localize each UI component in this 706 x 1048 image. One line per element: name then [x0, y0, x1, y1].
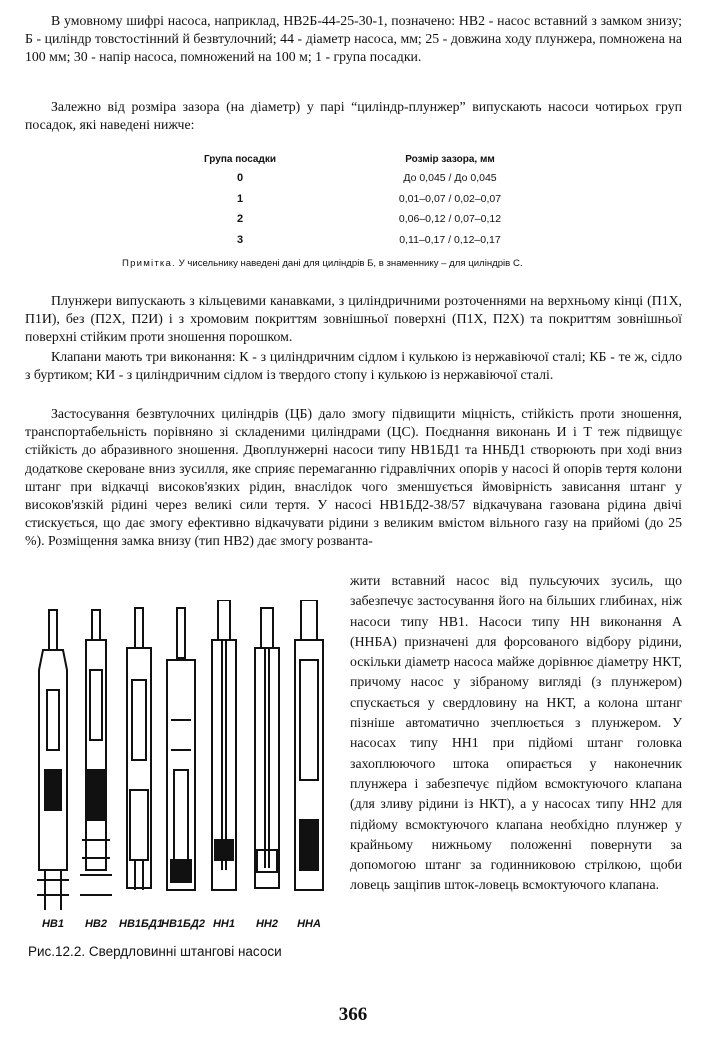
cell-gap: 0,11–0,17 / 0,12–0,17 — [399, 233, 501, 246]
figure-sucker-rod-pumps — [25, 600, 345, 940]
cell-gap: 0,06–0,12 / 0,07–0,12 — [398, 213, 502, 226]
page-number: 366 — [338, 1004, 368, 1025]
note-text: У чисельнику наведені дані для циліндрів Б, в знаменнику – для циліндрів С. — [175, 258, 523, 269]
cell-group: 2 — [236, 213, 244, 226]
label-nn1: НН1 — [212, 918, 235, 930]
label-nv1: НВ1 — [41, 918, 64, 930]
table-row — [160, 209, 580, 230]
table-row — [160, 189, 580, 210]
cell-gap: 0,01–0,07 / 0,02–0,07 — [398, 192, 502, 205]
pump-drawing-nna — [295, 600, 323, 890]
table-note — [122, 258, 622, 269]
cell-gap: До 0,045 / До 0,045 — [403, 172, 497, 185]
paragraph-cylinders: Застосування безвтулочних циліндрів (ЦБ) дало змогу підвищити міцність, стійкість проти зношення, транспортабельність порівняно зі складеними циліндрами (ЦС). Поєднання виконань И і Т теж підвищує стійкість до абразивного зношення. Двоплунжерні насоси типу НВ1БД1 та ННБД1 створюють при ході вниз додаткове скероване вниз зусилля, яке сприяє перемаганню гідравлічних опорів у насосі й опорів тертя колони штанг при відкачці високов'язких рідин, внаслідок чого зменшується ймовірність зависання штанг у високов'язкій рідині через великі сили тертя. У насосі НВ1БД2-38/57 відкачувана газована рідина двічі стискується, що дає змогу ефективно відкачувати рідини з великим вмістом вільного газу на прийомі (до 25 %). Розміщення замка внизу (тип НВ2) дає змогу розванта- — [25, 406, 682, 549]
label-nv2: НВ2 — [84, 918, 107, 930]
label-nna: ННА — [297, 918, 321, 930]
pump-drawings — [25, 600, 345, 920]
table-header — [160, 150, 580, 168]
table-row — [160, 230, 580, 251]
paragraph-valves: Клапани мають три виконання: К - з циліндричним сідлом і кулькою із нержавіючої сталі; КБ - те ж, сідло з буртиком; КИ - з циліндричним сідлом із твердого стопу і кулькою із нержавіючої сталі. — [25, 349, 682, 383]
pump-drawing-nv1bd1 — [127, 608, 151, 890]
cell-group: 0 — [236, 172, 244, 185]
header-gap-size: Розмір зазора, мм — [405, 153, 495, 165]
label-nv1bd2: НВ1БД2 — [161, 918, 205, 930]
header-fit-group: Група посадки — [204, 153, 276, 165]
pump-drawing-nv2 — [80, 610, 112, 895]
label-nv1bd1: НВ1БД1 — [119, 918, 163, 930]
label-nn2: НН2 — [255, 918, 278, 930]
note-label: Примітка. — [122, 258, 176, 269]
figure-caption: Рис.12.2. Свердловинні штангові насоси — [28, 944, 282, 959]
pump-drawing-nn2 — [255, 608, 279, 888]
cell-group: 1 — [236, 192, 244, 205]
pump-drawing-nv1 — [37, 610, 69, 910]
pump-drawing-nv1bd2 — [167, 608, 195, 890]
paragraph-pump-code: В умовному шифрі насоса, наприклад, НВ2Б-44-25-30-1, позначено: НВ2 - насос вставний з замком знизу; Б - циліндр товстостінний й безвтулочний; 44 - діаметр насоса, мм; 25 - довжина ходу плунжера, помножена на 100 мм; 30 - напір насоса, помножений на 100 м; 1 - група посадки. — [25, 13, 682, 65]
fit-group-table — [160, 150, 580, 250]
table-row — [160, 168, 580, 189]
pump-drawing-nn1 — [212, 600, 236, 890]
paragraph-plungers: Плунжери випускають з кільцевими канавками, з циліндричними розточеннями на верхньому кінці (П1Х, П1И), без (П2Х, П2И) і з хромовим покриттям зовнішньої поверхні (П1Х, П2Х) та покриттям зовнішньої поверхні стійким проти зношення порошком. — [25, 293, 682, 345]
paragraph-fit-groups: Залежно від розміра зазора (на діаметр) у парі “циліндр-плунжер” випускають насоси чотирьох груп посадок, які наведені нижче: — [25, 99, 682, 133]
paragraph-wrap-continued: жити вставний насос від пульсуючих зусиль, що забезпечує застосування його на більших глибинах, ніж насоси типу НВ1. Насоси типу НН виконання А (ННБА) призначені для форсованого відбору рідини, оскільки діаметр насоса майже дорівнює діаметру НКТ, причому насос у зібраному вигляді (з плунжером) спускається у свердловину на НКТ, а колона штанг пізніше автоматично зчеплюється з плунжером. У насосах типу НН1 при підйомі штанг головка захоплюючого штока опирається у наконечник плунжера і забезпечує підйом всмоктуючого клапана (для зливу рідини із НКТ), а у насосах типу НН2 для підйому всмоктуючого клапана необхідно плунжер у крайньому нижньому положенні повернути за допомогою штанг за годинниковою стрілкою, щоби ловець защіпив шток-ловець всмоктуючого клапана. — [350, 573, 682, 893]
cell-group: 3 — [236, 233, 244, 246]
